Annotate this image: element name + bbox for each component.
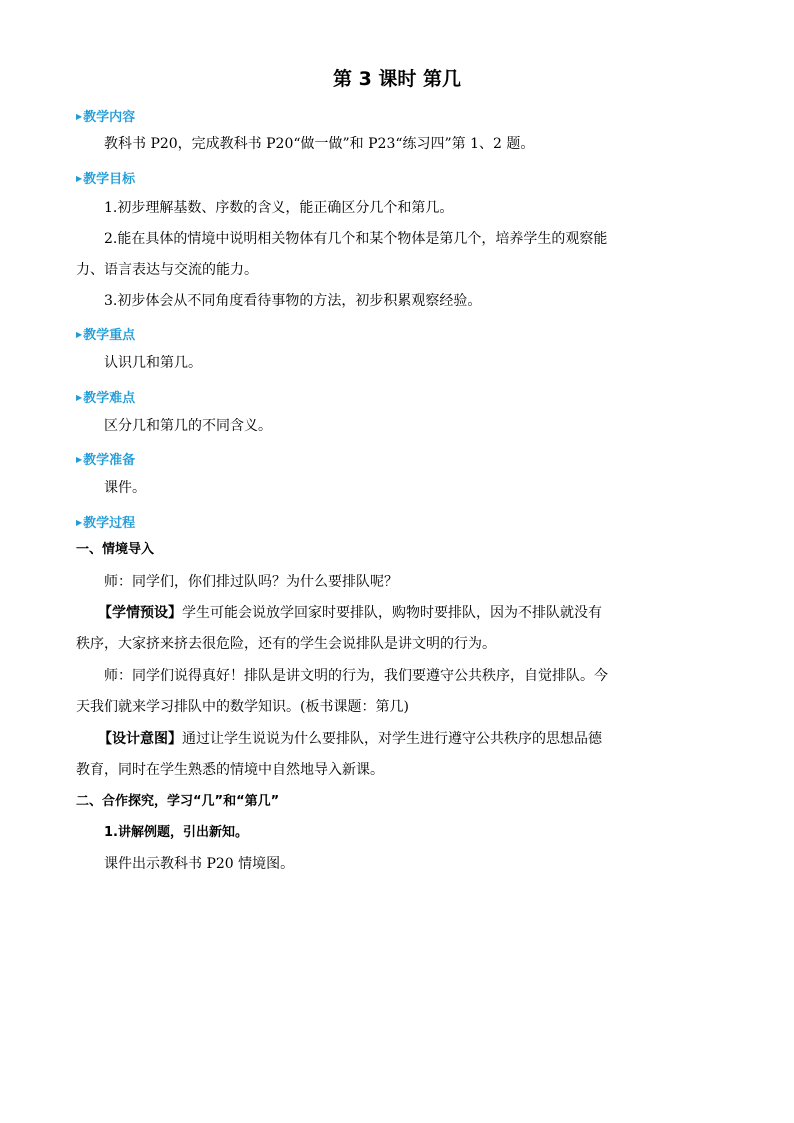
paragraph: 教育，同时在学生熟悉的情境中自然地导入新课。 — [76, 762, 384, 778]
section-heading-goals: ▶教学目标 — [76, 172, 136, 187]
paragraph: 天我们就来学习排队中的数学知识。(板书课题：第几) — [76, 699, 409, 715]
paragraph: 【设计意图】通过让学生说说为什么要排队，对学生进行遵守公共秩序的思想品德 — [98, 731, 602, 747]
paragraph: 【学情预设】学生可能会说放学回家时要排队，购物时要排队，因为不排队就没有 — [98, 605, 602, 621]
part1-heading: 一、情境导入 — [76, 542, 155, 557]
paragraph: 师：同学们，你们排过队吗？为什么要排队呢？ — [104, 574, 398, 590]
goal-item: 2.能在具体的情境中说明相关物体有几个和某个物体是第几个，培养学生的观察能 — [104, 231, 608, 247]
section-heading-prep: ▶教学准备 — [76, 453, 136, 468]
step1-heading: 1.讲解例题，引出新知。 — [104, 825, 248, 840]
paragraph: 秩序，大家挤来挤去很危险，还有的学生会说排队是讲文明的行为。 — [76, 636, 496, 652]
goal-item: 3.初步体会从不同角度看待事物的方法，初步积累观察经验。 — [104, 293, 482, 309]
content-text: 教科书 P20，完成教科书 P20“做一做”和 P23“练习四”第 1、2 题。 — [104, 136, 535, 152]
triangle-right-icon: ▶ — [76, 455, 83, 464]
section-heading-process: ▶教学过程 — [76, 516, 136, 531]
goal-item: 力、语言表达与交流的能力。 — [76, 262, 258, 278]
prep-text: 课件。 — [104, 480, 146, 496]
triangle-right-icon: ▶ — [76, 112, 83, 121]
triangle-right-icon: ▶ — [76, 174, 83, 183]
key-text: 认识几和第几。 — [104, 355, 202, 371]
goal-item: 1.初步理解基数、序数的含义，能正确区分几个和第几。 — [104, 200, 454, 216]
page-title: 第 3 课时 第几 — [332, 68, 462, 90]
triangle-right-icon: ▶ — [76, 518, 83, 527]
paragraph: 课件出示教科书 P20 情境图。 — [104, 856, 295, 872]
section-heading-content: ▶教学内容 — [76, 110, 136, 125]
triangle-right-icon: ▶ — [76, 330, 83, 339]
design-label: 【设计意图】 — [98, 731, 182, 747]
difficult-text: 区分几和第几的不同含义。 — [104, 418, 272, 434]
analysis-label: 【学情预设】 — [98, 605, 182, 621]
triangle-right-icon: ▶ — [76, 393, 83, 402]
part2-heading: 二、合作探究，学习“几”和“第几” — [76, 794, 280, 809]
section-heading-difficult: ▶教学难点 — [76, 391, 136, 406]
paragraph: 师：同学们说得真好！排队是讲文明的行为，我们要遵守公共秩序，自觉排队。今 — [104, 668, 608, 684]
section-heading-key: ▶教学重点 — [76, 328, 136, 343]
